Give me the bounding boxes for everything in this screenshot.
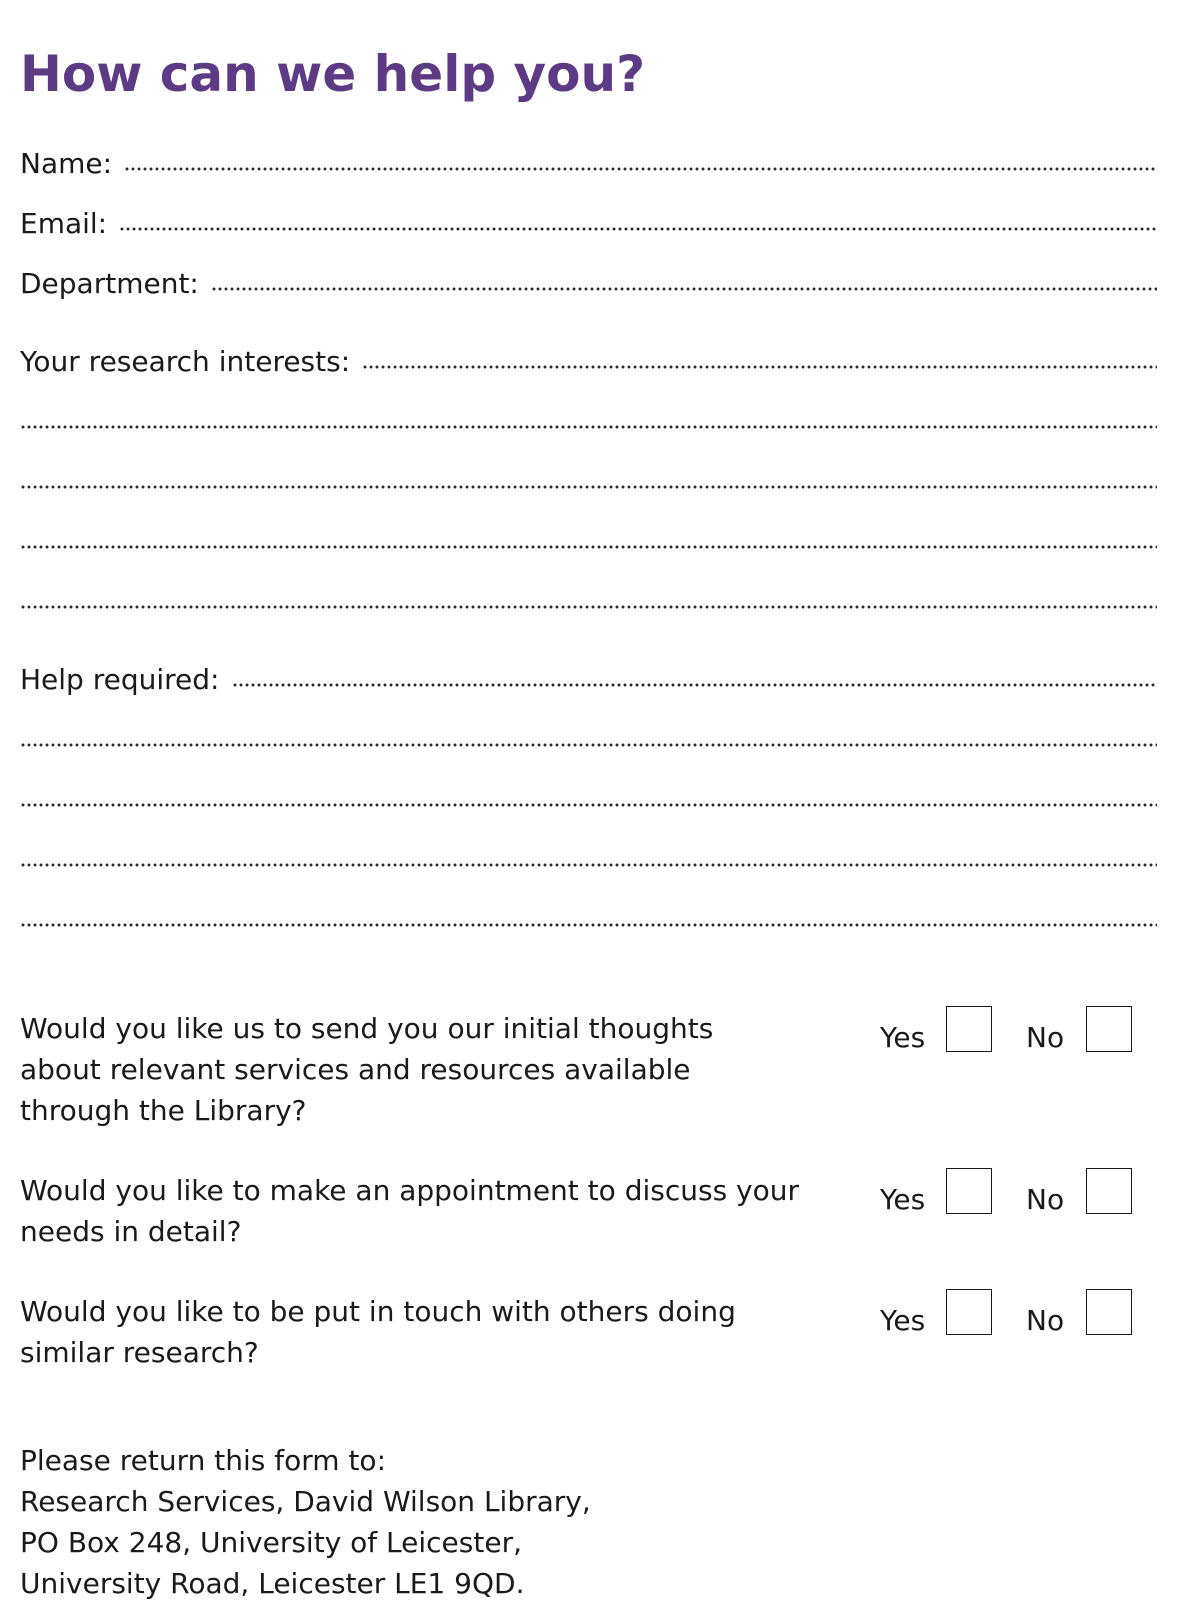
research-input-line[interactable] (20, 604, 1157, 610)
no-label: No (1026, 1183, 1065, 1216)
others-research-no-checkbox[interactable] (1086, 1289, 1132, 1335)
yes-label: Yes (880, 1183, 926, 1216)
research-input-line[interactable] (20, 484, 1157, 490)
research-field-row (20, 340, 1157, 380)
appointment-no-checkbox[interactable] (1086, 1168, 1132, 1214)
research-extra-line-row (20, 460, 1157, 500)
help-input-line[interactable] (20, 742, 1157, 748)
department-label: Department: (20, 267, 199, 300)
research-extra-line-row (20, 400, 1157, 440)
research-extra-line-row (20, 520, 1157, 560)
research-input-line[interactable] (362, 364, 1157, 370)
help-label: Help required: (20, 663, 220, 696)
return-address (20, 1440, 591, 1604)
initial-thoughts-no-checkbox[interactable] (1086, 1006, 1132, 1052)
no-label: No (1026, 1021, 1065, 1054)
email-field-row (20, 202, 1157, 242)
email-label: Email: (20, 207, 108, 240)
email-input-line[interactable] (119, 226, 1157, 232)
help-input-line[interactable] (20, 862, 1157, 868)
return-address-line: University Road, Leicester LE1 9QD. (20, 1567, 525, 1600)
appointment-yes-checkbox[interactable] (946, 1168, 992, 1214)
help-extra-line-row (20, 838, 1157, 878)
help-input-line[interactable] (232, 682, 1158, 688)
research-input-line[interactable] (20, 544, 1157, 550)
help-input-line[interactable] (20, 802, 1157, 808)
no-label: No (1026, 1304, 1065, 1337)
help-extra-line-row (20, 898, 1157, 938)
help-extra-line-row (20, 718, 1157, 758)
return-intro: Please return this form to: (20, 1444, 386, 1477)
name-field-row (20, 142, 1157, 182)
department-field-row (20, 262, 1157, 302)
question-appointment: Would you like to make an appointment to discuss your needs in detail? (20, 1174, 800, 1248)
others-research-yes-checkbox[interactable] (946, 1289, 992, 1335)
department-input-line[interactable] (211, 286, 1157, 292)
research-extra-line-row (20, 580, 1157, 620)
yes-label: Yes (880, 1304, 926, 1337)
return-address-line: Research Services, David Wilson Library, (20, 1485, 591, 1518)
page-title: How can we help you? (20, 45, 646, 103)
name-input-line[interactable] (124, 166, 1157, 172)
yes-label: Yes (880, 1021, 926, 1054)
research-input-line[interactable] (20, 424, 1157, 430)
question-initial-thoughts: Would you like us to send you our initial thoughts about relevant services and resources available through the Library? (20, 1012, 714, 1127)
help-field-row (20, 658, 1157, 698)
return-address-line: PO Box 248, University of Leicester, (20, 1526, 522, 1559)
help-extra-line-row (20, 778, 1157, 818)
initial-thoughts-yes-checkbox[interactable] (946, 1006, 992, 1052)
help-input-line[interactable] (20, 922, 1157, 928)
research-label: Your research interests: (20, 345, 351, 378)
question-others-research: Would you like to be put in touch with others doing similar research? (20, 1295, 736, 1369)
name-label: Name: (20, 147, 113, 180)
